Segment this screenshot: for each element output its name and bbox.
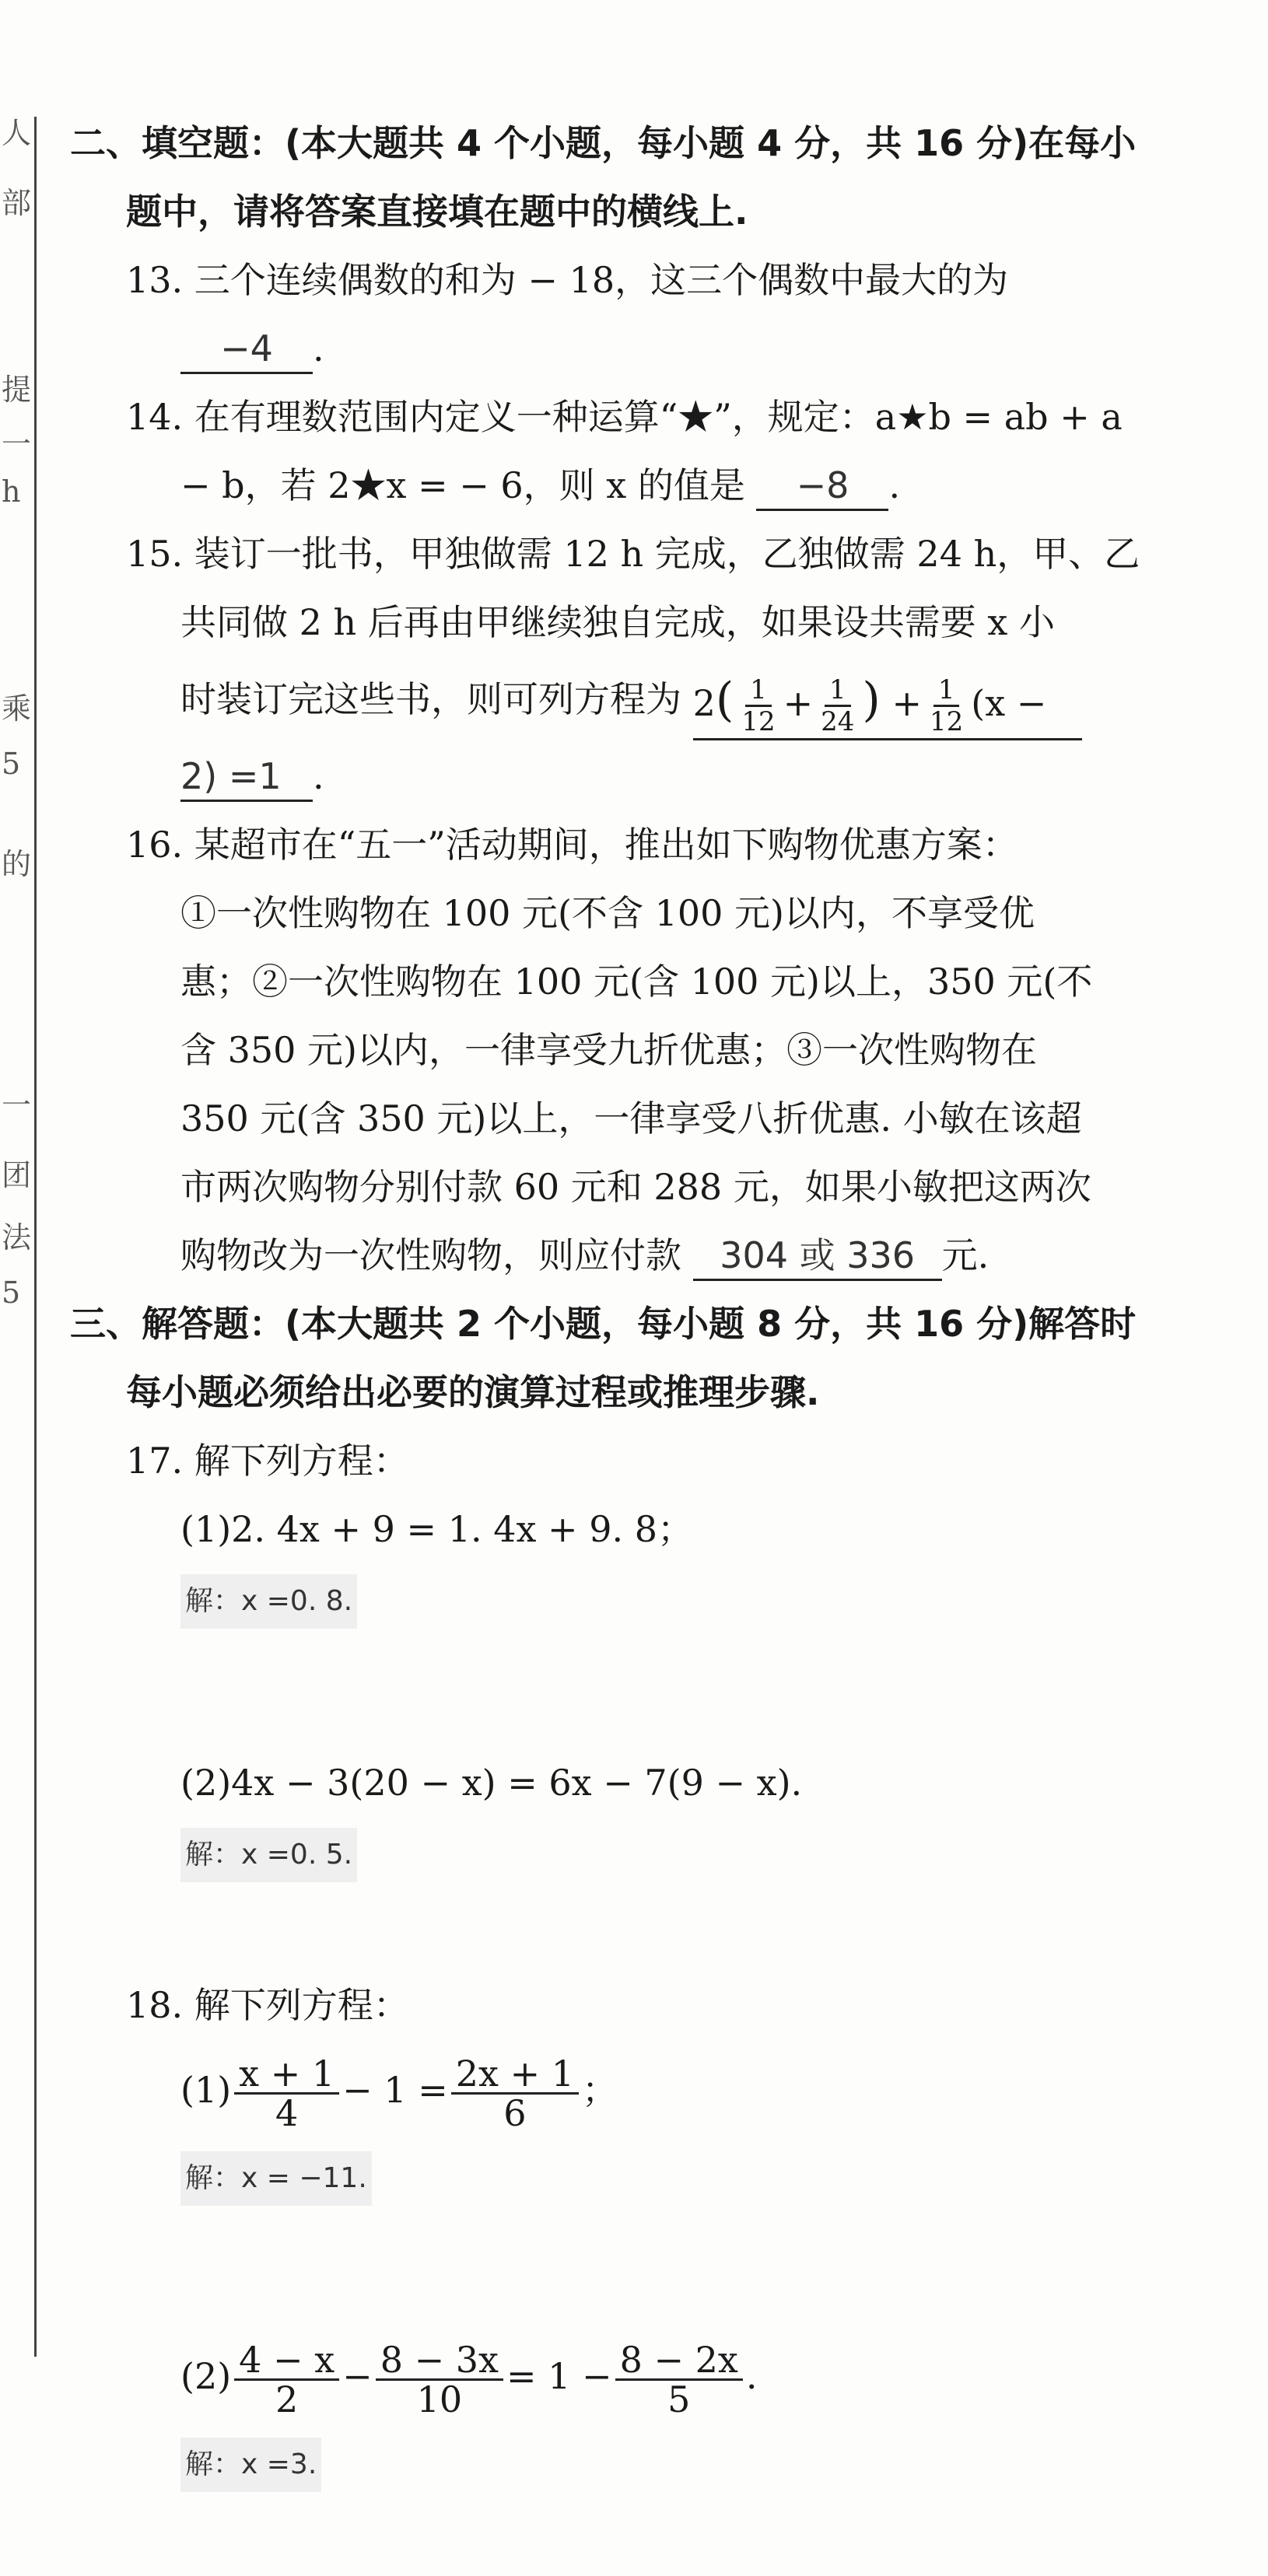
question-15 — [70, 520, 1140, 810]
section-solve — [70, 1290, 1137, 1426]
edge-char: h — [2, 474, 21, 509]
numerator: 1 — [745, 675, 772, 707]
operator: − 1 = — [342, 2069, 448, 2111]
section-heading: 三、解答题：(本大题共 2 个小题，每小题 8 分，共 16 分)解答时 — [70, 1303, 1137, 1345]
section-heading-cont: 题中，请将答案直接填在题中的横线上. — [126, 191, 748, 233]
equation-2 — [70, 2326, 1120, 2427]
equation-1: (1)2. 4x + 9 = 1. 4x + 9. 8； — [180, 1508, 694, 1550]
plus: + — [783, 681, 814, 724]
fraction — [816, 675, 859, 737]
question-text: 13. 三个连续偶数的和为 − 18，这三个偶数中最大的为 — [126, 259, 1009, 301]
question-text: 15. 装订一批书，甲独做需 12 h 完成，乙独做需 24 h，甲、乙 — [126, 533, 1140, 575]
edge-char: 提 — [2, 373, 32, 407]
question-text-cont — [70, 1221, 1120, 1290]
question-text-cont: ①一次性购物在 100 元(不含 100 元)以内，不享受优 — [180, 892, 1035, 934]
question-text: 14. 在有理数范围内定义一种运算“★”，规定：a★b = ab + a — [126, 396, 1123, 438]
solution-text: 解：x =0. 8. — [180, 1574, 357, 1629]
equation-1 — [70, 2039, 1120, 2140]
operator: − — [342, 2355, 373, 2397]
unit: 元. — [941, 1234, 990, 1276]
denominator: 6 — [503, 2091, 527, 2134]
solution-text: 解：x =3. — [180, 2438, 321, 2492]
edge-char: 乘 — [2, 691, 32, 726]
solution-text: 解：x =0. 5. — [180, 1828, 357, 1882]
numerator: 2x + 1 — [451, 2055, 579, 2095]
denominator: 2 — [275, 2378, 299, 2420]
paren-open: ( — [715, 672, 734, 727]
denominator: 24 — [821, 706, 855, 737]
punct: . — [313, 755, 324, 797]
denominator: 5 — [667, 2378, 691, 2420]
edge-char: 法 — [2, 1220, 32, 1255]
question-text: 16. 某超市在“五一”活动期间，推出如下购物优惠方案： — [126, 824, 1018, 866]
plus: + — [891, 681, 922, 724]
fraction — [451, 2052, 579, 2134]
numerator: 8 − 2x — [615, 2341, 743, 2381]
punct: . — [313, 327, 324, 369]
section-heading: 二、填空题：(本大题共 4 个小题，每小题 4 分，共 16 分)在每小 — [70, 122, 1137, 164]
numerator: 8 − 3x — [376, 2341, 503, 2381]
question-14 — [70, 383, 1123, 520]
edge-char: 的 — [2, 847, 32, 881]
question-text-cont — [70, 451, 1120, 520]
margin-rule — [34, 117, 37, 2357]
question-text-part: − b，若 2★x = − 6，则 x 的值是 — [180, 464, 745, 506]
ans-coef: 2 — [692, 681, 716, 724]
equation-2: (2)4x − 3(20 − x) = 6x − 7(9 − x). — [180, 1762, 803, 1804]
paren-close: ) — [862, 672, 881, 727]
question-text: 18. 解下列方程： — [126, 1984, 409, 2026]
numerator: 1 — [933, 675, 960, 707]
answer-blank: −4 — [180, 325, 313, 374]
solution-2 — [70, 1817, 1120, 1885]
edge-char: 团 — [2, 1158, 32, 1192]
worksheet-page — [70, 109, 1140, 2495]
numerator: 1 — [825, 675, 851, 707]
fraction — [234, 2052, 339, 2134]
edge-char: 一 — [2, 1088, 32, 1122]
edge-char: 5 — [2, 1276, 21, 1310]
numerator: 4 − x — [234, 2341, 339, 2381]
question-text-cont — [70, 656, 1120, 742]
question-16 — [70, 810, 1120, 1290]
edge-char: 一 — [2, 427, 32, 461]
punct: . — [745, 2355, 758, 2397]
part-label: (2) — [180, 2355, 232, 2397]
answer-line — [70, 742, 1120, 810]
edge-char: 人 — [2, 116, 32, 150]
question-text-cont: 350 元(含 350 元)以上，一律享受八折优惠. 小敏在该超 — [180, 1097, 1082, 1139]
answer-blank: 2) =1 — [180, 753, 313, 802]
section-heading-cont: 每小题必须给出必要的演算过程或推理步骤. — [126, 1371, 820, 1413]
solution-text: 解：x = −11. — [180, 2151, 372, 2206]
answer-blank: −8 — [756, 462, 888, 511]
denominator: 10 — [416, 2378, 463, 2420]
question-text-cont: 含 350 元)以内，一律享受九折优惠；③一次性购物在 — [180, 1029, 1037, 1071]
question-text: 17. 解下列方程： — [126, 1440, 409, 1482]
solution-2 — [70, 2427, 1120, 2495]
question-text-cont: 共同做 2 h 后再由甲继续独自完成，如果设共需要 x 小 — [180, 601, 1055, 643]
question-17 — [70, 1426, 1120, 1885]
solution-1 — [70, 2140, 1120, 2209]
denominator: 4 — [275, 2091, 299, 2134]
fraction — [234, 2338, 339, 2420]
numerator: x + 1 — [234, 2055, 339, 2095]
ans-tail: (x − — [971, 681, 1047, 724]
answer-blank: 304 或 336 — [693, 1232, 942, 1281]
edge-char: 部 — [2, 186, 32, 220]
fraction — [737, 675, 779, 737]
question-text-part: 时装订完这些书，则可列方程为 — [180, 678, 681, 720]
solution-1 — [70, 1563, 1120, 1632]
fraction — [925, 675, 968, 737]
equation-answer-blank — [693, 665, 1082, 740]
fraction — [615, 2338, 743, 2420]
part-label: (1) — [180, 2069, 232, 2111]
question-13 — [70, 246, 1120, 383]
denominator: 12 — [741, 706, 776, 737]
question-18 — [70, 1971, 1120, 2495]
fraction — [376, 2338, 503, 2420]
punct: ； — [582, 2069, 618, 2111]
operator: = 1 − — [506, 2355, 612, 2397]
answer-line — [70, 314, 1120, 383]
edge-char: 5 — [2, 747, 21, 781]
denominator: 12 — [930, 706, 964, 737]
question-text-cont: 市两次购物分别付款 60 元和 288 元，如果小敏把这两次 — [180, 1166, 1091, 1208]
section-fill-in — [70, 109, 1137, 246]
question-text-cont: 惠；②一次性购物在 100 元(含 100 元)以上，350 元(不 — [180, 961, 1093, 1003]
punct: . — [888, 464, 901, 506]
question-text-part: 购物改为一次性购物，则应付款 — [180, 1234, 681, 1276]
